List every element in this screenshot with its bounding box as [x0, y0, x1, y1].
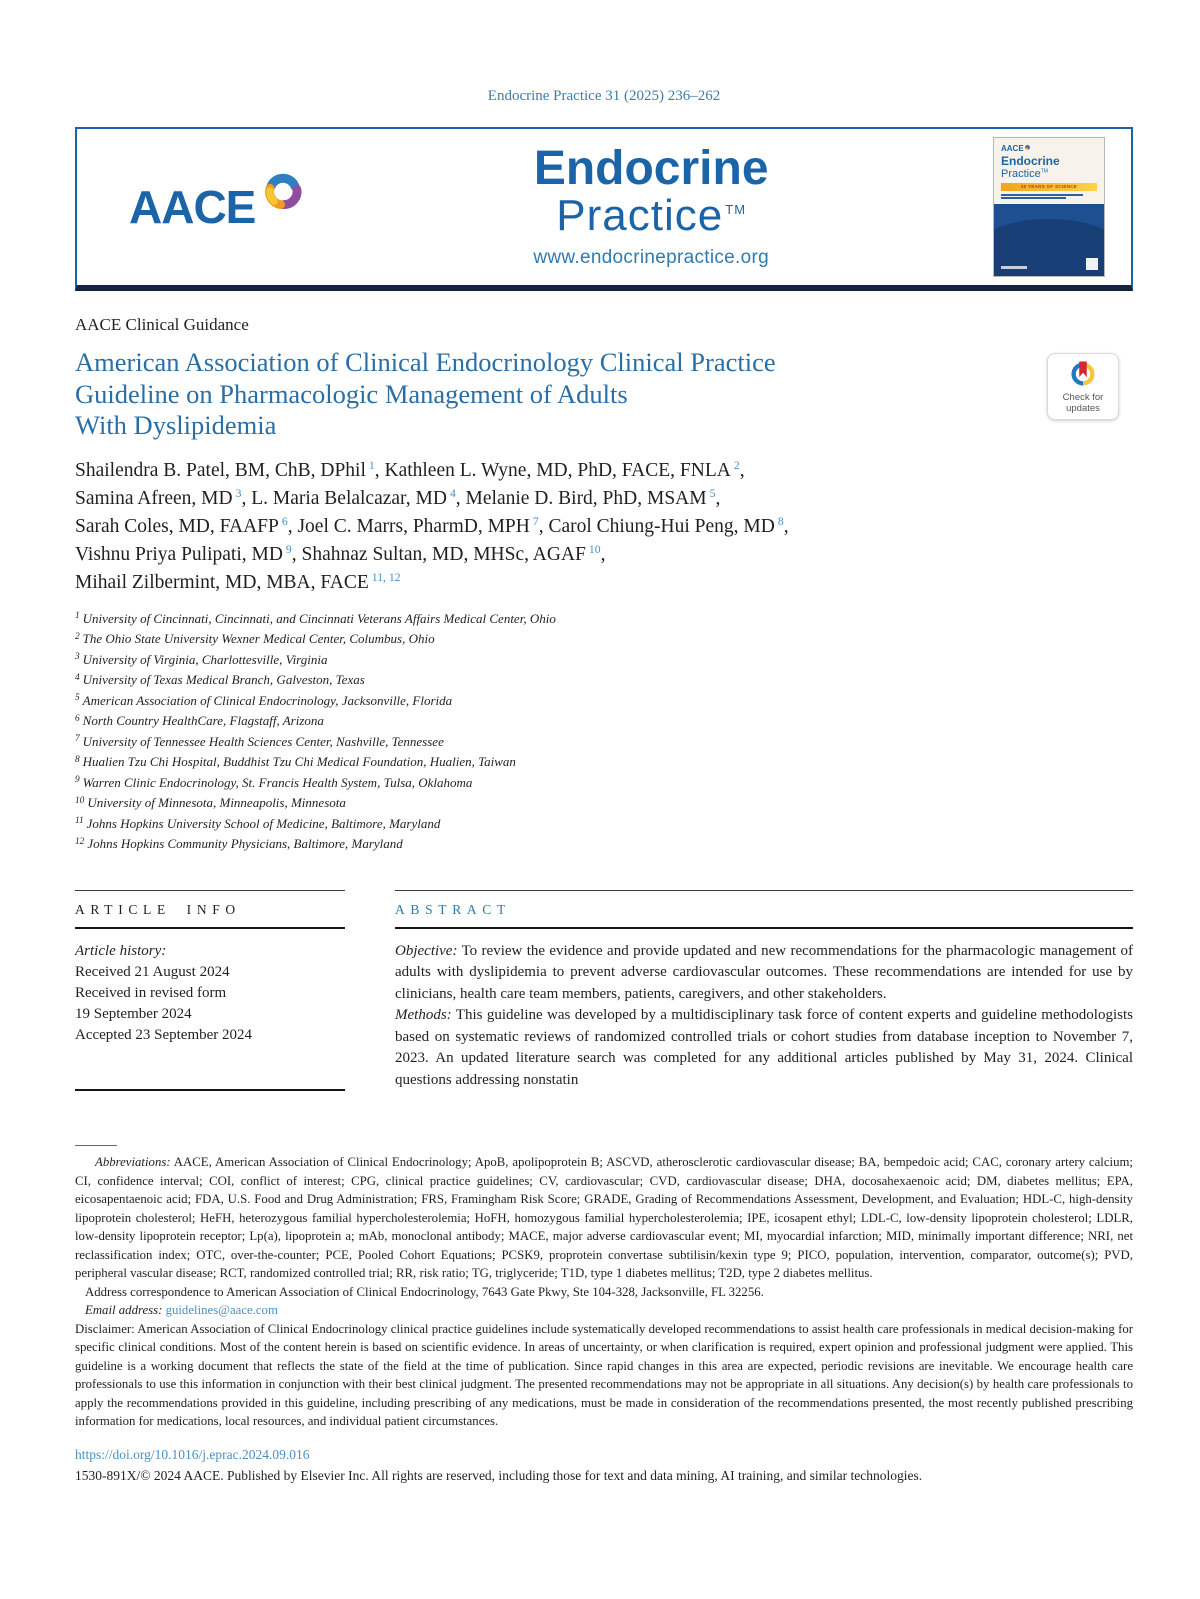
check-for-updates-icon	[1068, 359, 1098, 389]
badge-text-line2: updates	[1066, 403, 1100, 415]
affiliation-item	[75, 712, 1133, 733]
affiliation-number: 9	[75, 775, 80, 786]
affiliation-text: Johns Hopkins University School of Medicine, Baltimore, Maryland	[86, 815, 441, 831]
check-for-updates-label	[1051, 392, 1115, 414]
affiliation-item	[75, 671, 1133, 692]
email-link[interactable]: guidelines@aace.com	[165, 1303, 278, 1317]
affiliation-number: 7	[75, 734, 80, 745]
correspondence-footnote: Address correspondence to American Association of Clinical Endocrinology, 7643 Gate Pkwy, Ste 104-328, Jacksonville, FL 32256.	[85, 1284, 764, 1299]
author-affiliation-superscript: 1	[368, 459, 375, 473]
affiliation-number: 11	[75, 816, 84, 827]
cover-trademark: TM	[1040, 167, 1048, 174]
cover-knot-icon	[1025, 145, 1030, 150]
affiliation-text: University of Texas Medical Branch, Galveston, Texas	[82, 672, 365, 687]
affiliation-number: 6	[75, 713, 80, 724]
journal-name-line1: Endocrine	[533, 141, 769, 195]
footnote-rule	[75, 1145, 117, 1146]
abbreviations-footnote	[75, 1153, 1133, 1283]
aace-knot-icon	[257, 164, 309, 216]
section-kicker: AACE Clinical Guidance	[75, 315, 249, 334]
affiliation-number: 4	[75, 672, 80, 683]
affiliation-text: Warren Clinic Endocrinology, St. Francis Health System, Tulsa, Oklahoma	[82, 774, 473, 790]
history-line: Accepted 23 September 2024	[75, 1026, 253, 1043]
article-info-section	[75, 890, 345, 1092]
cover-title-practice: Practice	[1001, 167, 1041, 180]
affiliation-number: 5	[75, 693, 80, 704]
affiliation-item	[75, 733, 1133, 754]
history-line: Received in revised form	[75, 984, 227, 1001]
journal-masthead	[309, 141, 993, 269]
email-footnote	[75, 1301, 1133, 1320]
abstract-objective-text: To review the evidence and provide updated and new recommendations for the pharmacologic management of adults with dyslipidemia to prevent adverse cardiovascular outcomes. These recommendations are intended for use by clinicians, health care team members, patients, caregivers, and other stakeholders.	[395, 942, 1133, 1002]
affiliation-item	[75, 753, 1133, 774]
cover-aace-logo	[1001, 145, 1097, 153]
author-affiliation-superscript: 2	[733, 459, 740, 473]
journal-banner	[75, 127, 1133, 291]
affiliation-item	[75, 774, 1133, 795]
cover-subtext-bar	[1001, 197, 1066, 199]
abstract-objective	[395, 941, 1133, 1006]
journal-name-practice: Practice	[556, 190, 724, 240]
journal-name-line2	[309, 190, 993, 240]
email-label: Email address:	[85, 1303, 163, 1317]
author-affiliation-superscript: 8	[777, 515, 784, 529]
abstract-header: ABSTRACT	[395, 901, 511, 917]
author-line: Sarah Coles, MD, FAAFP $^6$, Joel C. Marrs, PharmD, MPH $^7$, Carol Chiung-Hui Peng, MD $^8$,	[75, 515, 789, 537]
disclaimer-footnote: Disclaimer: American Association of Clinical Endocrinology clinical practice guidelines include systematically developed recommendations to assist health care professionals in medical decision-making for specific clinical conditions. Most of the content herein is based on scientific evidence. In areas of uncertainty, or when clarification is required, expert opinion and professional judgment were applied. This guideline is a working document that reflects the state of the field at the time of publication. Since rapid changes in this area are expected, periodic revisions are inevitable. We encourage health care professionals to use this information in conjunction with their best clinical judgment. The presented recommendations may not be appropriate in all situations. Any decision(s) by health care professionals to apply the recommendations provided in this guideline, including prescribing of any medications, must be made in consideration of the recommendations presented, the most recently published prescribing information for medications, local resources, and individual patient circumstances.	[75, 1321, 1133, 1428]
affiliation-item	[75, 630, 1133, 651]
abstract-section	[395, 890, 1133, 1092]
affiliation-text: University of Virginia, Charlottesville, Virginia	[82, 651, 328, 667]
journal-citation: Endocrine Practice 31 (2025) 236–262	[487, 88, 721, 104]
title-line-3: With Dyslipidemia	[75, 410, 277, 440]
affiliation-text: American Association of Clinical Endocrinology, Jacksonville, Florida	[82, 692, 453, 708]
author-affiliation-superscript: 7	[532, 515, 539, 529]
article-title	[75, 347, 998, 442]
info-abstract-columns	[75, 890, 1133, 1092]
title-line-1: American Association of Clinical Endocrinology Clinical Practice	[75, 347, 776, 377]
badge-text-line1: Check for	[1062, 392, 1104, 404]
cover-subtext-bar	[1001, 194, 1083, 196]
abstract-body	[395, 929, 1133, 1092]
abstract-methods-text: This guideline was developed by a multidisciplinary task force of content experts and guideline methodologists based on systematic reviews of randomized controlled trials or cohort studies from database inception to November 7, 2023. An updated literature search was completed for any additional articles published by May 31, 2024. Clinical questions addressing nonstatin	[395, 1007, 1133, 1088]
title-line-2: Guideline on Pharmacologic Management of Adults	[75, 378, 628, 409]
aace-logo	[129, 181, 309, 233]
author-affiliation-superscript: 4	[449, 487, 456, 501]
affiliation-number: 2	[75, 631, 80, 642]
author-line: Shailendra B. Patel, BM, ChB, DPhil $^1$, Kathleen L. Wyne, MD, PhD, FACE, FNLA $^2$,	[75, 459, 745, 481]
footnotes	[75, 1145, 1133, 1431]
affiliation-number: 8	[75, 754, 80, 765]
affiliation-item	[75, 651, 1133, 672]
author-affiliation-superscript: 11, 12	[371, 571, 401, 585]
abstract-methods	[395, 1005, 1133, 1091]
author-affiliation-superscript: 3	[235, 487, 242, 501]
affiliation-text: Hualien Tzu Chi Hospital, Buddhist Tzu Chi Medical Foundation, Hualien, Taiwan	[82, 754, 516, 769]
cover-title-line2	[1001, 168, 1097, 180]
cover-top-panel	[994, 138, 1104, 204]
abstract-objective-label: Objective:	[395, 942, 458, 959]
copyright-line: 1530-891X/© 2024 AACE. Published by Elsevier Inc. All rights are reserved, including those for text and data mining, AI training, and similar technologies.	[75, 1467, 923, 1483]
rule	[75, 1089, 345, 1091]
affiliation-item	[75, 794, 1133, 815]
affiliation-text: University of Cincinnati, Cincinnati, and Cincinnati Veterans Affairs Medical Center, Ohio	[82, 610, 556, 626]
affiliation-number: 3	[75, 652, 80, 663]
article-history	[75, 929, 345, 1046]
cover-title-line1: Endocrine	[1001, 154, 1060, 168]
affiliation-text: University of Minnesota, Minneapolis, Minnesota	[87, 795, 346, 810]
cover-artwork	[994, 204, 1104, 276]
affiliation-text: University of Tennessee Health Sciences Center, Nashville, Tennessee	[82, 733, 444, 749]
abbreviations-label: Abbreviations:	[95, 1155, 171, 1169]
history-line: 19 September 2024	[75, 1005, 192, 1022]
journal-cover-thumbnail	[993, 137, 1105, 277]
cover-barcode	[1086, 258, 1098, 270]
author-line: Samina Afreen, MD $^3$, L. Maria Belalcazar, MD $^4$, Melanie D. Bird, PhD, MSAM $^5$,	[75, 487, 721, 509]
doi-line	[75, 1447, 1133, 1463]
history-line: Received 21 August 2024	[75, 963, 230, 980]
affiliation-item	[75, 835, 1133, 856]
trademark-symbol: TM	[725, 202, 747, 218]
cover-issn-bar	[1001, 266, 1027, 269]
author-affiliation-superscript: 10	[588, 543, 601, 557]
author-list	[75, 458, 1133, 598]
doi-link[interactable]: https://doi.org/10.1016/j.eprac.2024.09.016	[75, 1446, 310, 1462]
affiliation-text: Johns Hopkins Community Physicians, Baltimore, Maryland	[87, 836, 403, 851]
cover-aace-text: AACE	[1001, 144, 1024, 153]
affiliation-list	[75, 610, 1133, 856]
article-history-label: Article history:	[75, 942, 167, 959]
cover-anniversary-ribbon: 30 YEARS OF SCIENCE	[1001, 183, 1097, 191]
journal-website-link[interactable]: www.endocrinepractice.org	[533, 247, 769, 269]
aace-logo-text: AACE	[129, 181, 256, 233]
affiliation-text: The Ohio State University Wexner Medical Center, Columbus, Ohio	[82, 631, 435, 646]
author-affiliation-superscript: 5	[709, 487, 716, 501]
affiliation-number: 12	[75, 836, 85, 847]
author-line: Mihail Zilbermint, MD, MBA, FACE $^{11, 12}$	[75, 571, 401, 593]
title-row	[75, 347, 1133, 442]
check-for-updates-badge[interactable]	[1047, 353, 1119, 420]
affiliation-text: North Country HealthCare, Flagstaff, Arizona	[82, 713, 324, 728]
article-info-header: ARTICLE INFO	[75, 901, 241, 917]
author-affiliation-superscript: 6	[281, 515, 288, 529]
affiliation-item	[75, 610, 1133, 631]
author-line: Vishnu Priya Pulipati, MD $^9$, Shahnaz Sultan, MD, MHSc, AGAF $^{10}$,	[75, 543, 606, 565]
affiliation-item	[75, 692, 1133, 713]
author-affiliation-superscript: 9	[285, 543, 292, 557]
abbreviations-text: AACE, American Association of Clinical Endocrinology; ApoB, apolipoprotein B; ASCVD, atherosclerotic cardiovascular disease; BA, bempedoic acid; CAC, coronary artery calcium; CI, confidence interval; COI, conflict of interest; CPG, clinical practice guidelines; CV, cardiovascular; CVD, cardiovascular disease; DHA, docosahexaenoic acid; DM, diabetes mellitus; EPA, eicosapentaenoic acid; FDA, U.S. Food and Drug Administration; FRS, Framingham Risk Score; GRADE, Grading of Recommendations Assessment, Development, and Evaluation; HDL-C, high-density lipoprotein cholesterol; HeFH, heterozygous familial hypercholesterolemia; HoFH, homozygous familial hypercholesterolemia; IPE, icosapent ethyl; LDL-C, low-density lipoprotein cholesterol; LDLR, low-density lipoprotein receptor; Lp(a), lipoprotein a; mAb, monoclonal antibody; MACE, major adverse cardiovascular event; MI, myocardial infarction; MID, minimally important difference; NRI, net reclassification index; OTC, over-the-counter; PCE, Pooled Cohort Equations; PCSK9, proprotein convertase subtilisin/kexin type 9; PICO, population, intervention, comparator, outcome(s); PVD, peripheral vascular disease; RCT, randomized controlled trial; RR, risk ratio; TG, triglyceride; T1D, type 1 diabetes mellitus; T2D, type 2 diabetes mellitus.	[75, 1155, 1133, 1280]
abstract-methods-label: Methods:	[395, 1007, 452, 1023]
affiliation-number: 1	[75, 611, 80, 622]
affiliation-item	[75, 815, 1133, 836]
affiliation-number: 10	[75, 795, 85, 806]
